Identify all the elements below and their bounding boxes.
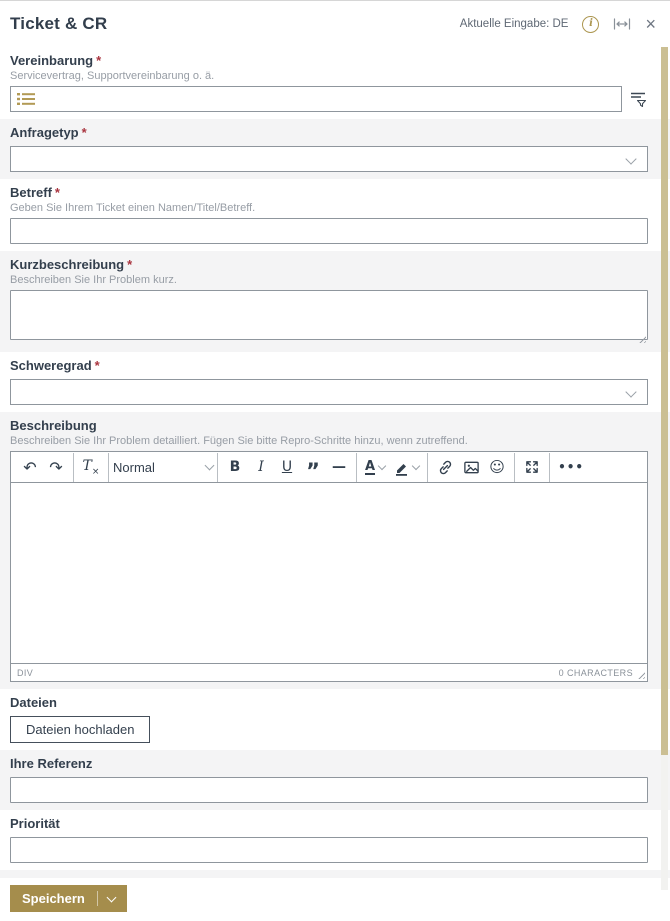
field-hint: Servicevertrag, Supportvereinbarung o. ä.: [10, 70, 215, 82]
field-group-betreff: [0, 179, 670, 251]
insert-link-button[interactable]: [433, 454, 457, 480]
chevron-down-icon: [378, 461, 386, 469]
field-group-vereinbarung: [0, 47, 670, 119]
field-group-anfragetyp: [0, 119, 670, 179]
resize-grip-icon[interactable]: [636, 670, 645, 679]
field-group-beschreibung: [0, 412, 670, 689]
list-icon: [17, 92, 36, 106]
kurzbeschreibung-textarea[interactable]: [10, 290, 648, 340]
editor-status-bar: [11, 663, 647, 681]
insert-emoji-button[interactable]: [485, 454, 509, 480]
blockquote-button[interactable]: [301, 454, 325, 483]
editor-element-path: DIV: [17, 667, 34, 678]
info-button[interactable]: [582, 16, 599, 33]
upload-files-button[interactable]: Dateien hochladen: [10, 716, 150, 743]
field-group-ihre-referenz: [0, 750, 670, 810]
field-label: Beschreibung: [10, 418, 97, 433]
rich-text-editor: [10, 451, 648, 682]
field-group-prioritaet: [0, 810, 670, 870]
field-hint: Beschreiben Sie Ihr Problem detailliert. Fügen Sie bitte Repro-Schritte hinzu, wenn zutreffend.: [10, 435, 468, 447]
paragraph-style-dropdown[interactable]: [109, 454, 217, 480]
required-marker: *: [96, 53, 102, 68]
insert-image-button[interactable]: [459, 454, 483, 480]
field-group-schweregrad: [0, 352, 670, 412]
field-label: Vereinbarung *: [10, 53, 102, 68]
chevron-down-icon[interactable]: [106, 892, 116, 902]
more-options-button[interactable]: [555, 454, 587, 480]
image-icon: [463, 459, 480, 476]
link-icon: [437, 459, 454, 476]
chevron-down-icon: [625, 153, 636, 164]
field-label: Priorität: [10, 816, 60, 831]
current-input-language-label: Aktuelle Eingabe: DE: [459, 18, 569, 30]
emoji-icon: ☺: [489, 458, 505, 476]
dialog-header: [0, 1, 670, 47]
horizontal-rule-icon: —: [332, 459, 346, 475]
beschreibung-editor-area[interactable]: [11, 483, 647, 663]
scrollbar-thumb[interactable]: [661, 47, 668, 755]
schweregrad-select[interactable]: [10, 379, 648, 405]
editor-toolbar: [11, 452, 647, 483]
remove-format-button[interactable]: [79, 454, 103, 480]
highlight-button[interactable]: [390, 454, 422, 480]
page-title: Ticket & CR: [10, 14, 108, 33]
field-group-dateien: [0, 689, 670, 750]
undo-icon: ↶: [23, 457, 37, 477]
vereinbarung-lookup-input[interactable]: [10, 86, 622, 112]
underline-button[interactable]: [275, 454, 299, 480]
underline-icon: U: [281, 459, 293, 475]
field-label: Ihre Referenz: [10, 756, 93, 771]
remove-format-icon: $T_\times$: [82, 457, 100, 477]
blockquote-icon: ”: [306, 459, 320, 483]
chevron-down-icon: [205, 461, 215, 471]
field-hint: Beschreiben Sie Ihr Problem kurz.: [10, 274, 177, 286]
undo-button[interactable]: [18, 454, 42, 480]
fullscreen-button[interactable]: [520, 454, 544, 480]
font-color-button[interactable]: [362, 454, 388, 480]
footer-divider: [0, 870, 670, 878]
required-marker: *: [81, 125, 87, 140]
filter-icon: [628, 89, 648, 109]
bold-icon: B: [229, 459, 241, 475]
bold-button[interactable]: [223, 454, 247, 480]
required-marker: *: [127, 257, 133, 272]
font-color-icon: A: [365, 458, 376, 474]
field-label: Anfragetyp *: [10, 125, 87, 140]
close-button[interactable]: [645, 15, 656, 33]
italic-button[interactable]: [249, 454, 273, 480]
field-label: Kurzbeschreibung *: [10, 257, 133, 272]
field-label: Dateien: [10, 695, 57, 710]
prioritaet-input[interactable]: [10, 837, 648, 863]
save-button-label: Speichern: [22, 891, 85, 906]
info-icon: i: [582, 16, 599, 33]
chevron-down-icon: [625, 386, 636, 397]
horizontal-rule-button[interactable]: [327, 454, 351, 480]
ihre-referenz-input[interactable]: [10, 777, 648, 803]
save-split-button[interactable]: [10, 885, 127, 912]
required-marker: *: [54, 185, 60, 200]
close-icon: ×: [645, 14, 656, 34]
highlight-marker-icon: [393, 459, 409, 476]
anfragetyp-select[interactable]: [10, 146, 648, 172]
required-marker: *: [94, 358, 100, 373]
redo-icon: ↷: [49, 457, 63, 477]
expand-width-icon: [613, 18, 631, 30]
editor-character-count: 0 CHARACTERS: [558, 667, 633, 678]
header-actions: [460, 15, 656, 33]
dialog-footer: [0, 870, 670, 921]
italic-icon: I: [258, 459, 264, 475]
field-group-kurzbeschreibung: [0, 251, 670, 352]
chevron-down-icon: [412, 461, 420, 469]
filter-button[interactable]: [628, 89, 648, 109]
betreff-input[interactable]: [10, 218, 648, 244]
redo-button[interactable]: [44, 454, 68, 480]
paragraph-style-value: Normal: [113, 459, 155, 475]
button-divider: [97, 891, 98, 906]
field-hint: Geben Sie Ihrem Ticket einen Namen/Titel/Betreff.: [10, 202, 256, 214]
vertical-scrollbar[interactable]: [661, 47, 668, 890]
fullscreen-icon: [524, 459, 540, 475]
field-label: Betreff *: [10, 185, 60, 200]
ellipsis-icon: •••: [558, 460, 585, 474]
resize-width-button[interactable]: [613, 18, 631, 30]
field-label: Schweregrad *: [10, 358, 100, 373]
